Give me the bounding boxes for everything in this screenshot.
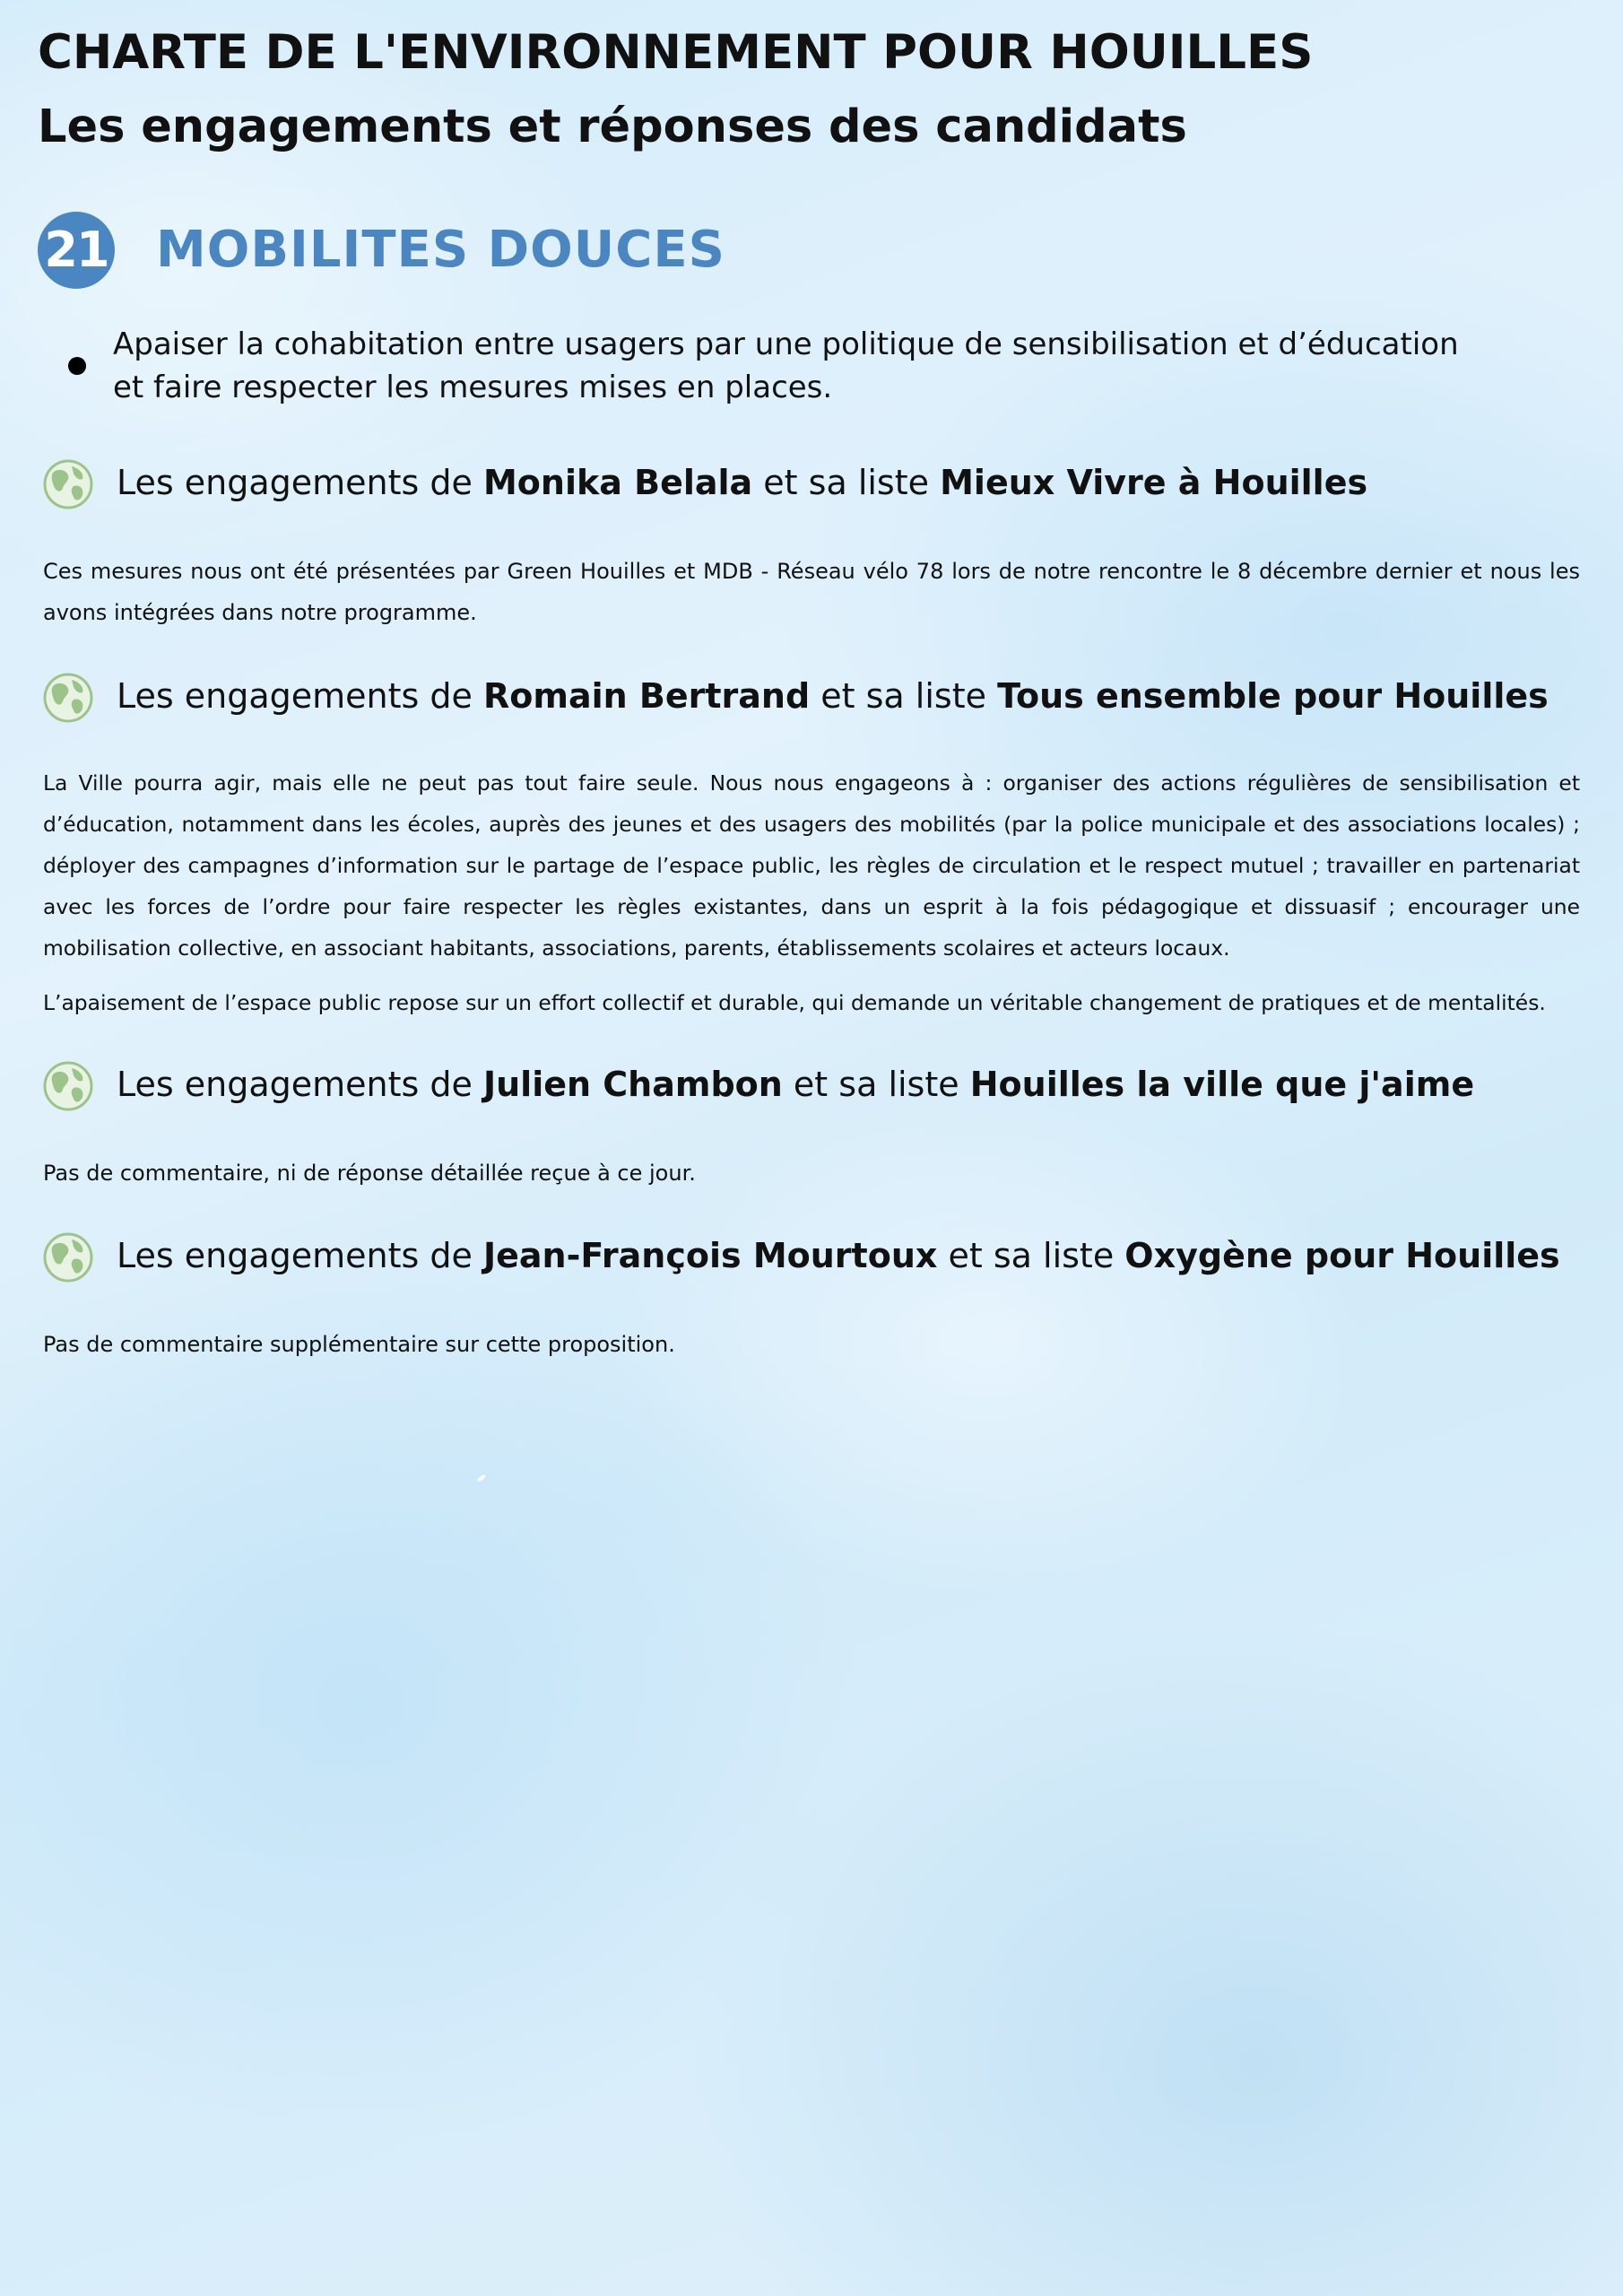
candidate-name: Romain Bertrand: [482, 676, 811, 716]
candidate-response-bertrand-2: L’apaisement de l’espace public repose sur un effort collectif et durable, qui demande un véritable changement de pratiques et de mentalités.: [43, 990, 1546, 1015]
heading-middle: et sa liste: [948, 1236, 1115, 1275]
bullet-icon: [68, 357, 86, 375]
proposal-line: Apaiser la cohabitation entre usagers par une politique de sensibilisation et d’éducation: [113, 326, 1459, 362]
candidate-name: Jean-François Mourtoux: [482, 1236, 938, 1275]
globe-icon: [43, 459, 93, 509]
candidate-name: Monika Belala: [482, 463, 753, 502]
heading-prefix: Les engagements de: [117, 676, 473, 716]
candidate-response-belala: Ces mesures nous ont été présentées par Green Houilles et MDB - Réseau vélo 78 lors de notre rencontre le 8 décembre dernier et nous les avons intégrées dans notre programme.: [43, 559, 1580, 625]
document-subtitle: Les engagements et réponses des candidats: [38, 100, 1187, 153]
candidate-title: [117, 463, 1367, 502]
proposal-text: [113, 323, 1459, 409]
heading-middle: et sa liste: [820, 676, 986, 716]
section-number-badge: 21: [38, 212, 115, 289]
candidate-response-chambon: Pas de commentaire, ni de réponse détaillée reçue à ce jour.: [43, 1161, 696, 1186]
candidate-title: [117, 1236, 1560, 1275]
candidate-heading-mourtoux: [43, 1232, 1603, 1288]
candidate-list-name: Mieux Vivre à Houilles: [940, 463, 1368, 502]
candidate-list-name: Tous ensemble pour Houilles: [997, 676, 1549, 716]
candidate-heading-bertrand: [43, 673, 1603, 728]
heading-prefix: Les engagements de: [117, 1065, 473, 1104]
candidate-heading-belala: [43, 459, 1603, 515]
candidate-title: [117, 676, 1549, 716]
proposal-line: et faire respecter les mesures mises en places.: [113, 370, 833, 405]
candidate-list-name: Oxygène pour Houilles: [1124, 1236, 1560, 1275]
candidate-name: Julien Chambon: [482, 1065, 783, 1104]
document-title: CHARTE DE L'ENVIRONNEMENT POUR HOUILLES: [38, 25, 1314, 80]
heading-prefix: Les engagements de: [117, 463, 473, 502]
heading-middle: et sa liste: [763, 463, 930, 502]
heading-middle: et sa liste: [793, 1065, 959, 1104]
globe-icon: [43, 1232, 93, 1283]
candidate-heading-chambon: [43, 1061, 1603, 1117]
section-title: MOBILITES DOUCES: [156, 221, 725, 279]
candidate-list-name: Houilles la ville que j'aime: [969, 1065, 1475, 1104]
decorative-speck: [477, 1474, 486, 1482]
section-header: [38, 212, 845, 292]
globe-icon: [43, 1061, 93, 1111]
globe-icon: [43, 673, 93, 723]
heading-prefix: Les engagements de: [117, 1236, 473, 1275]
candidate-title: [117, 1065, 1474, 1104]
candidate-response-mourtoux: Pas de commentaire supplémentaire sur cette proposition.: [43, 1332, 675, 1357]
candidate-response-bertrand: La Ville pourra agir, mais elle ne peut pas tout faire seule. Nous nous engageons à : organiser des actions régulières de sensibilisation et d’éducation, notamment dans les écoles, auprès des jeunes et des usagers des mobilités (par la police municipale et des associations locales) ; déployer des campagnes d’information sur le partage de l’espace public, les règles de circulation et le respect mutuel ; travailler en partenariat avec les forces de l’ordre pour faire respecter les règles existantes, dans un esprit à la fois pédagogique et dissuasif ; encourager une mobilisation collective, en associant habitants, associations, parents, établissements scolaires et acteurs locaux.: [43, 770, 1580, 961]
